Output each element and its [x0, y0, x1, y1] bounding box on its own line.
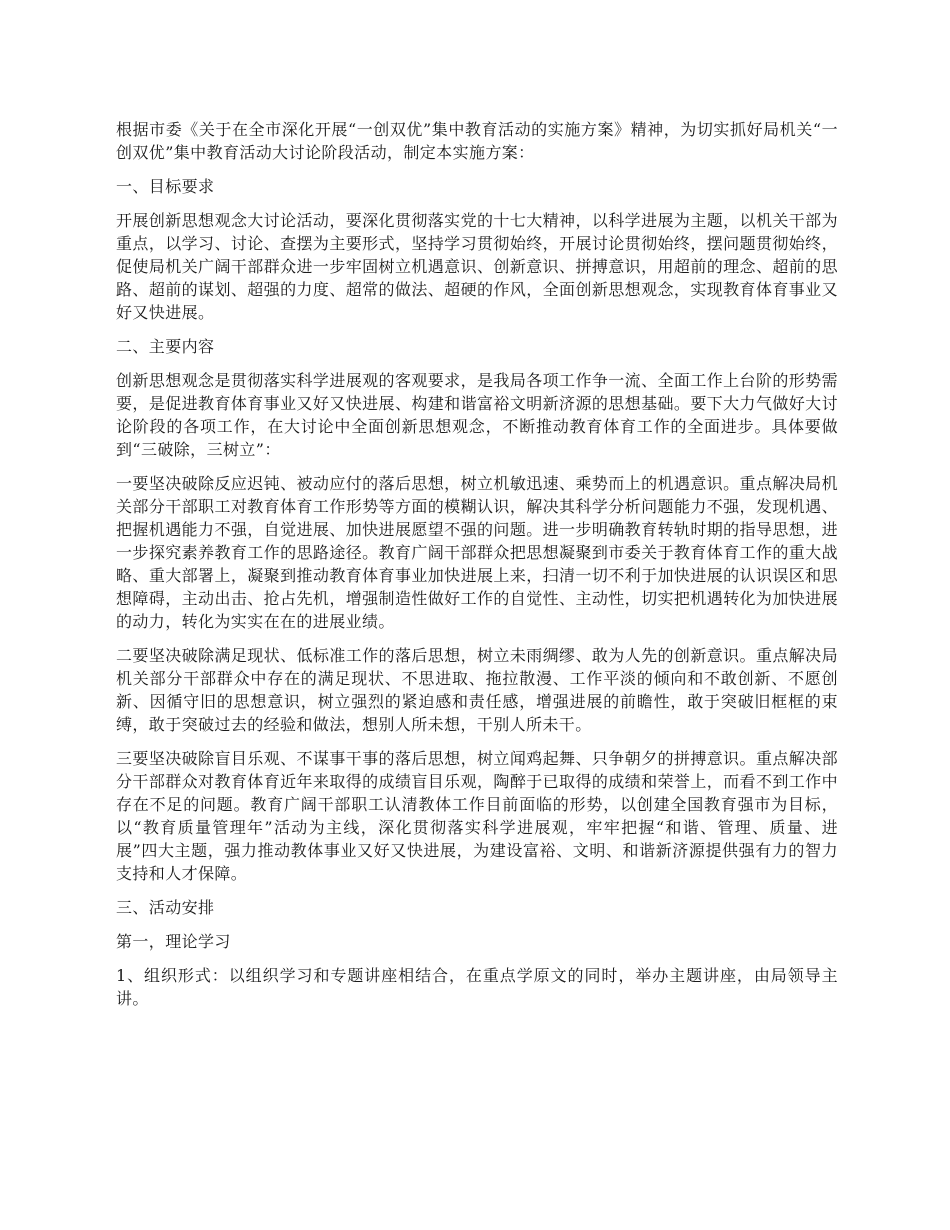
- point-two-paragraph: 二要坚决破除满足现状、低标准工作的落后思想，树立未雨绸缪、敢为人先的创新意识。重点解决局机关部分干部群众中存在的满足现状、不思进取、拖拉散漫、工作平淡的倾向和不敢创新、不愿创新、因循守旧的思想意识，树立强烈的紧迫感和责任感，增强进展的前瞻性，敢于突破旧框框的束缚，敢于突破过去的经验和做法，想别人所未想，干别人所未干。: [116, 646, 838, 734]
- item-organization-form: 1、组织形式：以组织学习和专题讲座相结合，在重点学原文的同时，举办主题讲座，由局领导主讲。: [116, 966, 838, 1008]
- goals-paragraph: 开展创新思想观念大讨论活动，要深化贯彻落实党的十七大精神，以科学进展为主题，以机关干部为重点，以学习、讨论、查摆为主要形式，坚持学习贯彻始终，开展讨论贯彻始终，摆问题贯彻始终，促使局机关广阔干部群众进一步牢固树立机遇意识、创新意识、拼搏意识，用超前的理念、超前的思路、超前的谋划、超强的力度、超常的做法、超硬的作风，全面创新思想观念，实现教育体育事业又好又快进展。: [116, 211, 838, 322]
- content-paragraph: 创新思想观念是贯彻落实科学进展观的客观要求，是我局各项工作争一流、全面工作上台阶的形势需要，是促进教育体育事业又好又快进展、构建和谐富裕文明新济源的思想基础。要下大力气做好大讨论阶段的各项工作，在大讨论中全面创新思想观念，不断推动教育体育工作的全面进步。具体要做到“三破除，三树立”：: [116, 371, 838, 459]
- subheading-theory-study: 第一，理论学习: [116, 932, 231, 951]
- section-heading-goals: 一、目标要求: [116, 177, 215, 196]
- intro-paragraph: 根据市委《关于在全市深化开展“一创双优”集中教育活动的实施方案》精神，为切实抓好局机关“一创双优”集中教育活动大讨论阶段活动，制定本实施方案：: [116, 120, 838, 162]
- section-heading-schedule: 三、活动安排: [116, 898, 215, 917]
- document-body: [116, 118, 838, 1021]
- point-one-paragraph: 一要坚决破除反应迟钝、被动应付的落后思想，树立机敏迅速、乘势而上的机遇意识。重点解决局机关部分干部职工对教育体育工作形势等方面的模糊认识，解决其科学分析问题能力不强，发现机遇、把握机遇能力不强，自觉进展、加快进展愿望不强的问题。进一步明确教育转轨时期的指导思想，进一步探究素养教育工作的思路途径。教育广阔干部群众把思想凝聚到市委关于教育体育工作的重大战略、重大部署上，凝聚到推动教育体育事业加快进展上来，扫清一切不利于加快进展的认识误区和思想障碍，主动出击、抢占先机，增强制造性做好工作的自觉性、主动性，切实把机遇转化为加快进展的动力，转化为实实在在的进展业绩。: [116, 474, 838, 631]
- section-heading-content: 二、主要内容: [116, 337, 215, 356]
- point-three-paragraph: 三要坚决破除盲目乐观、不谋事干事的落后思想，树立闻鸡起舞、只争朝夕的拼搏意识。重点解决部分干部群众对教育体育近年来取得的成绩盲目乐观，陶醉于已取得的成绩和荣誉上，而看不到工作中存在不足的问题。教育广阔干部职工认清教体工作目前面临的形势，以创建全国教育强市为目标，以“教育质量管理年”活动为主线，深化贯彻落实科学进展观，牢牢把握“和谐、管理、质量、进展”四大主题，强力推动教体事业又好又快进展，为建设富裕、文明、和谐新济源提供强有力的智力支持和人才保障。: [116, 749, 838, 883]
